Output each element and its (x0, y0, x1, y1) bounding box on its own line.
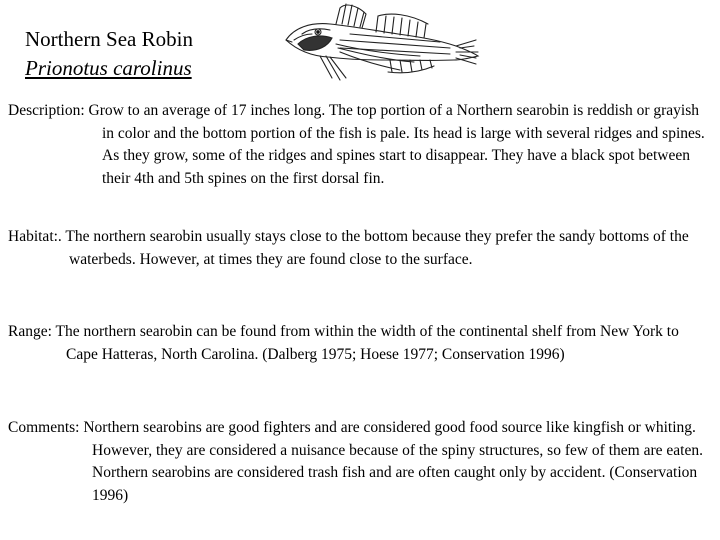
comments-section (8, 417, 708, 507)
title-block (25, 25, 193, 83)
comments-label: Comments: (8, 419, 80, 436)
habitat-label: Habitat:. (8, 228, 62, 245)
range-section (8, 321, 708, 366)
habitat-text: The northern searobin usually stays close to the bottom because they prefer the sandy bottoms of the waterbeds. However, at times they are found close to the surface. (65, 228, 689, 268)
scientific-name: Prionotus carolinus (25, 56, 192, 80)
sea-robin-fish-icon (280, 0, 480, 90)
range-label: Range: (8, 323, 52, 340)
description-section (8, 100, 708, 190)
range-text: The northern searobin can be found from within the width of the continental shelf from New York to Cape Hatteras, North Carolina. (Dalberg 1975; Hoese 1977; Conservation 1996) (55, 323, 679, 363)
description-text: Grow to an average of 17 inches long. The top portion of a Northern searobin is reddish or grayish in color and the bottom portion of the fish is pale. Its head is large with several ridges and spines. As they grow, some of the ridges and spines start to disappear. They have a black spot between their 4th and 5th spines on the first dorsal fin. (88, 102, 705, 187)
common-name: Northern Sea Robin (25, 27, 193, 51)
habitat-section (8, 226, 708, 271)
comments-text: Northern searobins are good fighters and are considered good food source like kingfish or whiting. However, they are considered a nuisance because of the spiny structures, so few of them are eaten. Northern searobins are considered trash fish and are often caught only by accident. (Conservation 1996) (83, 419, 703, 504)
description-label: Description: (8, 102, 85, 119)
